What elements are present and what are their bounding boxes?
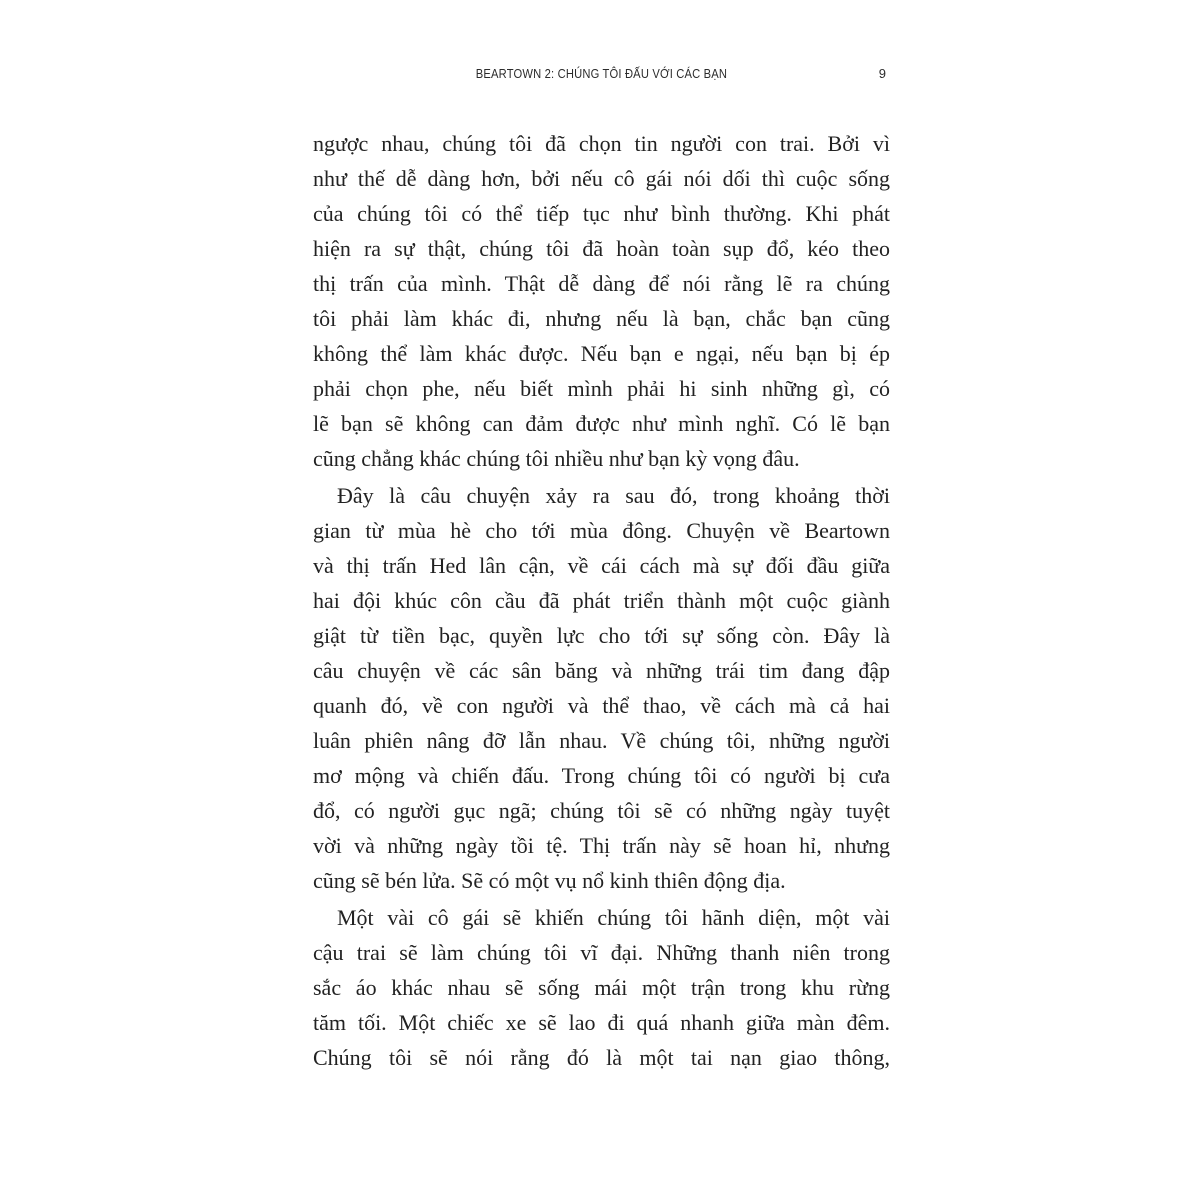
text-line: mơ mộng và chiến đấu. Trong chúng tôi có người bị cưa [313, 763, 890, 788]
text-line: cũng sẽ bén lửa. Sẽ có một vụ nổ kinh thiên động địa. [313, 868, 786, 893]
text-line: lẽ bạn sẽ không can đảm được như mình nghĩ. Có lẽ bạn [313, 411, 890, 436]
text-line: sắc áo khác nhau sẽ sống mái một trận trong khu rừng [313, 975, 890, 1000]
text-line: đổ, có người gục ngã; chúng tôi sẽ có những ngày tuyệt [313, 798, 890, 823]
text-line: gian từ mùa hè cho tới mùa đông. Chuyện về Beartown [313, 518, 890, 543]
text-line: luân phiên nâng đỡ lẫn nhau. Về chúng tôi, những người [313, 728, 890, 753]
text-line: quanh đó, về con người và thể thao, về cách mà cả hai [313, 693, 890, 718]
text-line: và thị trấn Hed lân cận, về cái cách mà sự đối đầu giữa [313, 553, 890, 578]
text-line: hiện ra sự thật, chúng tôi đã hoàn toàn sụp đổ, kéo theo [313, 236, 890, 261]
text-line: câu chuyện về các sân băng và những trái tim đang đập [313, 658, 890, 683]
text-line: cậu trai sẽ làm chúng tôi vĩ đại. Những thanh niên trong [313, 940, 890, 965]
running-head-title: BEARTOWN 2: CHÚNG TÔI ĐẤU VỚI CÁC BẠN [475, 66, 728, 81]
body-text [313, 126, 890, 1075]
text-line: phải chọn phe, nếu biết mình phải hi sinh những gì, có [313, 376, 890, 401]
text-line: Chúng tôi sẽ nói rằng đó là một tai nạn giao thông, [313, 1045, 890, 1070]
text-line: như thế dễ dàng hơn, bởi nếu cô gái nói dối thì cuộc sống [313, 166, 890, 191]
page-number: 9 [878, 66, 886, 81]
text-line: Đây là câu chuyện xảy ra sau đó, trong khoảng thời [337, 483, 890, 508]
text-line: giật từ tiền bạc, quyền lực cho tới sự sống còn. Đây là [313, 623, 890, 648]
text-line: cũng chẳng khác chúng tôi nhiều như bạn kỳ vọng đâu. [313, 446, 800, 471]
text-line: ngược nhau, chúng tôi đã chọn tin người con trai. Bởi vì [313, 131, 890, 156]
running-head [313, 62, 890, 90]
text-line: tăm tối. Một chiếc xe sẽ lao đi quá nhanh giữa màn đêm. [313, 1010, 890, 1035]
text-line: thị trấn của mình. Thật dễ dàng để nói rằng lẽ ra chúng [313, 271, 890, 296]
text-line: của chúng tôi có thể tiếp tục như bình thường. Khi phát [313, 201, 890, 226]
text-line: vời và những ngày tồi tệ. Thị trấn này sẽ hoan hỉ, nhưng [313, 833, 890, 858]
text-line: tôi phải làm khác đi, nhưng nếu là bạn, chắc bạn cũng [313, 306, 890, 331]
paragraph [313, 900, 890, 1075]
paragraph [313, 478, 890, 898]
text-line: Một vài cô gái sẽ khiến chúng tôi hãnh diện, một vài [337, 905, 890, 930]
text-line: không thể làm khác được. Nếu bạn e ngại, nếu bạn bị ép [313, 341, 890, 366]
text-line: hai đội khúc côn cầu đã phát triển thành một cuộc giành [313, 588, 890, 613]
paragraph [313, 126, 890, 476]
